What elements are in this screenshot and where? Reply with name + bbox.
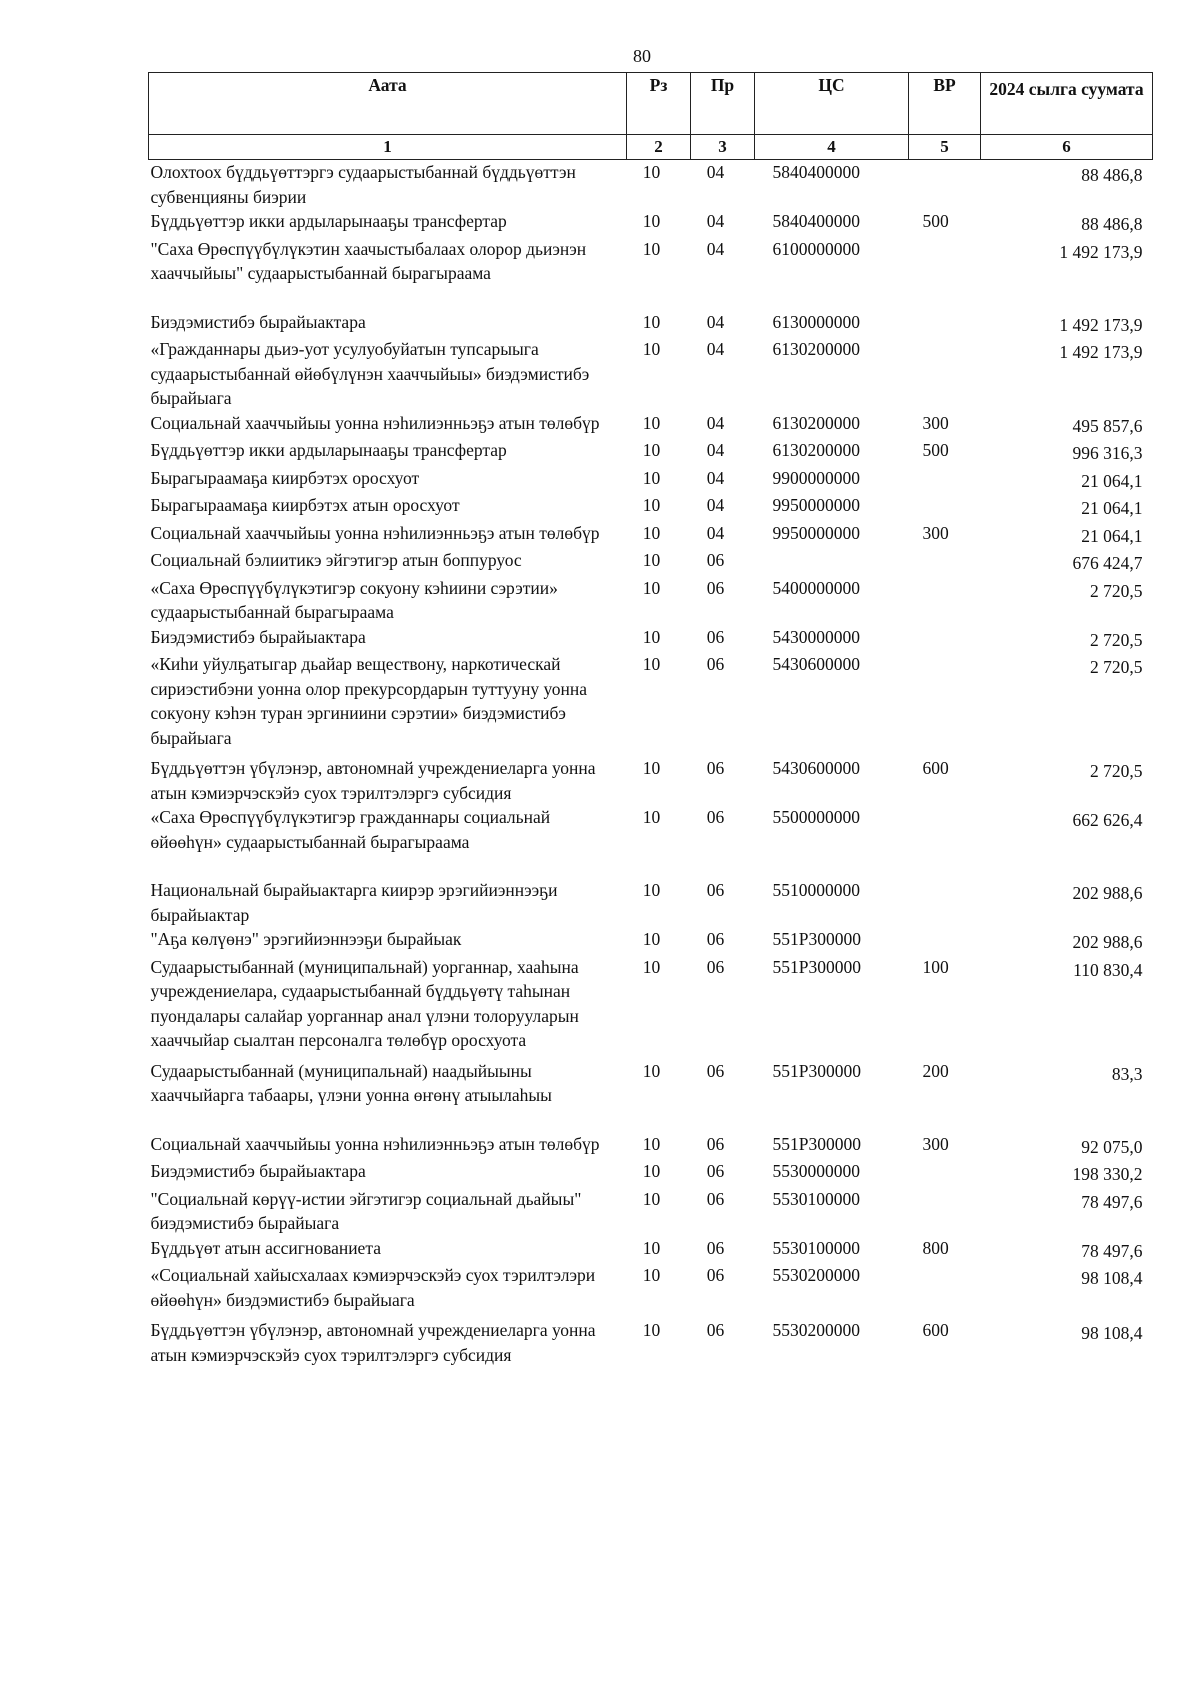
row-rz: 10 (642, 654, 661, 674)
row-cs: 5530200000 (772, 1320, 860, 1340)
row-rz: 10 (642, 626, 661, 647)
row-name: Биэдэмистибэ бырайыактара (150, 1161, 366, 1181)
row-name: Социальнай бэлиитикэ эйгэтигэр атын боппуруос (150, 550, 522, 570)
row-rz: 10 (642, 211, 661, 231)
page-number: 80 (633, 46, 651, 66)
row-rz: 10 (642, 1161, 661, 1181)
row-pr: 04 (706, 162, 725, 182)
row-rz: 10 (642, 807, 661, 827)
row-pr: 04 (706, 467, 725, 488)
row-amount: 2 720,5 (1090, 761, 1143, 781)
table-row (149, 927, 1153, 955)
table-body (149, 160, 1153, 1368)
row-name: «Саха Өрөспүүбүлүкэтигэр сокуону кэһиини сэрэтии» судаарыстыбаннай бырагыраама (150, 577, 558, 622)
header-vr: ВР (909, 73, 981, 135)
table-row (149, 1159, 1153, 1187)
row-pr: 04 (706, 339, 725, 359)
row-vr (909, 237, 981, 310)
row-cs: 551P300000 (772, 1060, 861, 1081)
row-amount: 495 857,6 (1072, 415, 1143, 436)
row-vr (909, 493, 981, 521)
table-row (149, 1059, 1153, 1132)
table-row (149, 625, 1153, 653)
header-row (149, 73, 1153, 135)
row-cs: 5430600000 (772, 758, 860, 778)
row-cs: 9900000000 (772, 467, 860, 488)
row-amount: 88 486,8 (1081, 214, 1143, 234)
table-row (149, 438, 1153, 466)
row-amount: 21 064,1 (1081, 470, 1143, 491)
row-pr: 04 (706, 211, 725, 231)
row-vr (909, 466, 981, 494)
table-row (149, 160, 1153, 210)
row-name: Бырагыраамаҕа киирбэтэх атын оросхуот (150, 495, 460, 515)
table-row (149, 209, 1153, 237)
row-pr: 06 (706, 1060, 725, 1081)
row-vr (909, 576, 981, 625)
row-cs: 6130200000 (772, 339, 860, 359)
row-pr: 06 (706, 654, 725, 674)
row-name: Бырагыраамаҕа киирбэтэх оросхуот (150, 467, 420, 488)
row-amount: 996 316,3 (1072, 443, 1143, 463)
row-name: «Гражданнары дьиэ-уот усулуобуйатын тупсарыыга судаарыстыбаннай өйөбүлүнэн хааччыйыы» биэдэмистибэ бырайыага (150, 339, 590, 408)
row-pr: 06 (706, 880, 725, 900)
row-pr: 06 (706, 956, 725, 977)
row-cs: 5400000000 (772, 577, 860, 598)
row-cs: 6130000000 (772, 311, 860, 332)
table-row (149, 411, 1153, 439)
table-row (149, 1236, 1153, 1264)
column-number-1: 1 (149, 135, 627, 160)
row-name: "Саха Өрөспүүбүлүкэтин хаачыстыбалаах олорор дьиэнэн хааччыйыы" судаарыстыбаннай бырагыраама (150, 238, 587, 283)
row-cs: 551P300000 (772, 956, 861, 977)
row-vr (909, 927, 981, 955)
row-amount: 1 492 173,9 (1059, 342, 1143, 362)
row-pr: 04 (706, 238, 725, 259)
row-amount: 21 064,1 (1081, 525, 1143, 546)
row-rz: 10 (642, 339, 661, 359)
row-pr: 06 (706, 550, 725, 570)
budget-table (148, 72, 1153, 1367)
row-cs: 551P300000 (772, 1133, 861, 1154)
row-pr: 06 (706, 577, 725, 598)
row-vr: 100 (922, 956, 949, 977)
row-rz: 10 (642, 1188, 661, 1209)
row-amount: 198 330,2 (1072, 1164, 1143, 1184)
row-amount: 2 720,5 (1090, 657, 1143, 677)
row-name: Национальнай бырайыактарга киирэр эрэгийиэннээҕи бырайыактар (150, 880, 558, 925)
row-rz: 10 (642, 311, 661, 332)
row-name: Бүддьүөттэр икки ардыларынааҕы трансфертар (150, 440, 507, 460)
table-row (149, 310, 1153, 338)
row-cs: 5840400000 (772, 211, 860, 231)
row-vr (909, 805, 981, 878)
row-amount: 83,3 (1111, 1063, 1143, 1084)
row-pr: 06 (706, 626, 725, 647)
row-rz: 10 (642, 238, 661, 259)
column-number-5: 5 (909, 135, 981, 160)
row-rz: 10 (642, 467, 661, 488)
row-rz: 10 (642, 1320, 661, 1340)
row-pr: 04 (706, 440, 725, 460)
table-row (149, 1318, 1153, 1367)
row-vr: 600 (922, 1320, 949, 1340)
row-amount: 1 492 173,9 (1059, 241, 1143, 262)
row-cs: 6100000000 (772, 238, 860, 259)
row-cs: 6130200000 (772, 440, 860, 460)
row-pr: 06 (706, 1237, 725, 1258)
row-rz: 10 (642, 956, 661, 977)
row-amount: 2 720,5 (1090, 580, 1143, 601)
row-vr: 300 (922, 1133, 949, 1154)
row-rz: 10 (642, 550, 661, 570)
row-pr: 06 (706, 929, 725, 949)
row-name: Судаарыстыбаннай (муниципальнай) уорганнар, хааһына учреждениелара, судаарыстыбаннай бүддьүөтү таһынан пуондалары салайар уорганнар анал үлэни толорууларын хааччыйар сыалтан персоналга төлөбүр оросхуота (150, 956, 579, 1050)
row-cs: 5530200000 (772, 1265, 860, 1285)
row-cs: 5430600000 (772, 654, 860, 674)
row-vr (909, 548, 981, 576)
header-cs: ЦС (755, 73, 909, 135)
row-vr (909, 1159, 981, 1187)
table-row (149, 237, 1153, 310)
column-number-2: 2 (627, 135, 691, 160)
table-row (149, 337, 1153, 411)
row-pr: 06 (706, 1320, 725, 1340)
row-rz: 10 (642, 495, 661, 515)
row-pr: 06 (706, 1133, 725, 1154)
row-amount: 1 492 173,9 (1059, 314, 1143, 335)
table-row (149, 805, 1153, 878)
row-rz: 10 (642, 577, 661, 598)
column-number-row (149, 135, 1153, 160)
row-cs: 5510000000 (772, 880, 860, 900)
row-cs: 5430000000 (772, 626, 860, 647)
table-row (149, 576, 1153, 625)
table-row (149, 1187, 1153, 1236)
row-vr: 500 (922, 440, 949, 460)
header-rz: Рз (627, 73, 691, 135)
row-cs: 9950000000 (772, 522, 860, 543)
row-vr: 500 (922, 211, 949, 231)
row-vr (909, 337, 981, 411)
row-rz: 10 (642, 758, 661, 778)
row-rz: 10 (642, 522, 661, 543)
row-amount: 78 497,6 (1081, 1240, 1143, 1261)
row-pr: 04 (706, 311, 725, 332)
row-amount: 21 064,1 (1081, 498, 1143, 518)
table-row (149, 652, 1153, 756)
row-vr: 200 (922, 1060, 949, 1081)
row-pr: 06 (706, 1188, 725, 1209)
row-amount: 202 988,6 (1072, 932, 1143, 952)
row-amount: 98 108,4 (1081, 1268, 1143, 1288)
row-vr (909, 878, 981, 927)
row-amount: 2 720,5 (1090, 629, 1143, 650)
row-name: Биэдэмистибэ бырайыактара (150, 311, 366, 332)
row-name: "Аҕа көлүөнэ" эрэгийиэннээҕи бырайыак (150, 929, 462, 949)
table-row (149, 955, 1153, 1059)
row-rz: 10 (642, 1237, 661, 1258)
row-name: Судаарыстыбаннай (муниципальнай) наадыйыыны хааччыйарга табаары, үлэни уонна өҥөнү атыылаһыы (150, 1060, 552, 1105)
row-name: Социальнай хааччыйыы уонна нэһилиэнньэҕэ атын төлөбүр (150, 522, 600, 543)
table-row (149, 878, 1153, 927)
table-row (149, 493, 1153, 521)
row-rz: 10 (642, 1133, 661, 1154)
row-vr (909, 625, 981, 653)
row-vr (909, 310, 981, 338)
row-amount: 676 424,7 (1072, 553, 1143, 573)
row-name: Социальнай хааччыйыы уонна нэһилиэнньэҕэ атын төлөбүр (150, 412, 600, 433)
row-name: Бүддьүөттэн үбүлэнэр, автономнай учреждениеларга уонна атын кэмиэрчэскэйэ суох тэрилтэлэргэ субсидия (150, 1320, 596, 1365)
row-cs: 5530100000 (772, 1237, 860, 1258)
table-row (149, 466, 1153, 494)
row-rz: 10 (642, 1265, 661, 1285)
header-pr: Пр (691, 73, 755, 135)
row-rz: 10 (642, 412, 661, 433)
row-name: «Саха Өрөспүүбүлүкэтигэр гражданнары социальнай өйөөһүн» судаарыстыбаннай бырагыраама (150, 807, 551, 852)
table-row (149, 756, 1153, 805)
row-rz: 10 (642, 162, 661, 182)
row-name: Бүддьүөт атын ассигнованиета (150, 1237, 381, 1258)
row-name: Социальнай хааччыйыы уонна нэһилиэнньэҕэ атын төлөбүр (150, 1133, 600, 1154)
header-name: Аата (149, 73, 627, 135)
row-amount: 202 988,6 (1072, 883, 1143, 903)
row-name: «Киһи уйулҕатыгар дьайар веществону, наркотическай сириэстибэни уонна олор прекурсордарын туттууну уонна сокуону кэһэн туран эргиниини сэрэтии» биэдэмистибэ бырайыага (150, 654, 588, 748)
row-pr: 06 (706, 807, 725, 827)
row-amount: 78 497,6 (1081, 1191, 1143, 1212)
row-cs: 5500000000 (772, 807, 860, 827)
header-amount: 2024 сылга суумата (981, 73, 1153, 135)
table-row (149, 521, 1153, 549)
row-cs: 5840400000 (772, 162, 860, 182)
row-pr: 06 (706, 758, 725, 778)
row-name: «Социальнай хайысхалаах кэмиэрчэскэйэ суох тэрилтэлэри өйөөһүн» биэдэмистибэ бырайыага (150, 1265, 596, 1310)
column-number-6: 6 (981, 135, 1153, 160)
row-pr: 04 (706, 495, 725, 515)
row-vr: 300 (922, 522, 949, 543)
row-cs (755, 548, 909, 576)
row-rz: 10 (642, 440, 661, 460)
row-name: Биэдэмистибэ бырайыактара (150, 626, 366, 647)
row-cs: 5530000000 (772, 1161, 860, 1181)
column-number-3: 3 (691, 135, 755, 160)
row-cs: 5530100000 (772, 1188, 860, 1209)
row-name: "Социальнай көрүү-истии эйгэтигэр социальнай дьайыы" биэдэмистибэ бырайыага (150, 1188, 582, 1233)
row-cs: 6130200000 (772, 412, 860, 433)
table-row (149, 1263, 1153, 1318)
row-vr (909, 1187, 981, 1236)
table-row (149, 548, 1153, 576)
row-pr: 04 (706, 522, 725, 543)
row-rz: 10 (642, 880, 661, 900)
row-rz: 10 (642, 1060, 661, 1081)
row-vr: 300 (922, 412, 949, 433)
row-vr: 800 (922, 1237, 949, 1258)
row-vr (909, 652, 981, 756)
row-vr (909, 1263, 981, 1318)
row-name: Олохтоох бүддьүөттэргэ судаарыстыбаннай бүддьүөттэн субвенцияны биэрии (150, 162, 576, 207)
table-row (149, 1132, 1153, 1160)
column-number-4: 4 (755, 135, 909, 160)
row-vr: 600 (922, 758, 949, 778)
row-amount: 662 626,4 (1072, 810, 1143, 830)
row-cs: 9950000000 (772, 495, 860, 515)
row-cs: 551P300000 (772, 929, 861, 949)
row-name: Бүддьүөттэн үбүлэнэр, автономнай учреждениеларга уонна атын кэмиэрчэскэйэ суох тэрилтэлэргэ субсидия (150, 758, 596, 803)
row-vr (909, 160, 981, 210)
row-pr: 06 (706, 1161, 725, 1181)
row-name: Бүддьүөттэр икки ардыларынааҕы трансфертар (150, 211, 507, 231)
row-amount: 98 108,4 (1081, 1323, 1143, 1343)
row-rz: 10 (642, 929, 661, 949)
row-amount: 110 830,4 (1073, 959, 1143, 980)
row-amount: 88 486,8 (1081, 165, 1143, 185)
row-pr: 06 (706, 1265, 725, 1285)
row-amount: 92 075,0 (1081, 1136, 1143, 1157)
row-pr: 04 (706, 412, 725, 433)
